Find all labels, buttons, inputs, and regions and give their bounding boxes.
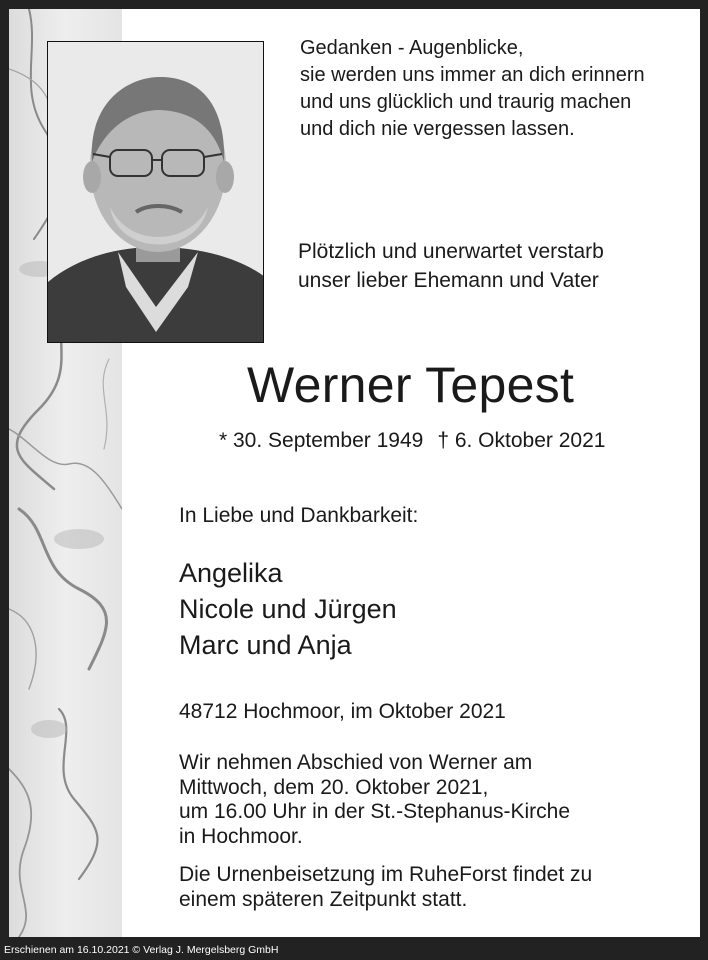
mourner-name: Angelika [179, 558, 283, 588]
urn-info [179, 863, 592, 912]
farewell-line: in Hochmoor. [179, 824, 303, 848]
farewell-info [179, 751, 570, 849]
obituary-notice [9, 9, 700, 937]
farewell-line: Wir nehmen Abschied von Werner am [179, 751, 533, 774]
place-date: 48712 Hochmoor, im Oktober 2021 [179, 700, 506, 723]
poem [300, 35, 645, 143]
farewell-line: um 16.00 Uhr in der St.-Stephanus-Kirche [179, 800, 571, 823]
mourners-list [179, 555, 397, 663]
mourner-name: Marc und Anja [179, 630, 352, 660]
poem-line: und uns glücklich und traurig machen [300, 91, 632, 113]
death-date: † 6. Oktober 2021 [437, 429, 606, 452]
mourners-intro: In Liebe und Dankbarkeit: [179, 504, 419, 527]
portrait-photo [47, 41, 264, 343]
poem-line: und dich nie vergessen lassen. [300, 118, 575, 140]
publication-footer: Erschienen am 16.10.2021 © Verlag J. Mergelsberg GmbH [4, 944, 279, 956]
deceased-name: Werner Tepest [247, 357, 575, 413]
urn-line: Die Urnenbeisetzung im RuheForst findet zu [179, 863, 593, 886]
announcement-line: unser lieber Ehemann und Vater [298, 269, 599, 292]
birth-date: * 30. September 1949 [219, 429, 424, 452]
announcement [298, 237, 604, 295]
life-dates [219, 428, 605, 454]
poem-line: sie werden uns immer an dich erinnern [300, 64, 645, 86]
urn-line: einem späteren Zeitpunkt statt. [179, 887, 468, 911]
announcement-line: Plötzlich und unerwartet verstarb [298, 240, 604, 263]
poem-line: Gedanken - Augenblicke, [300, 37, 524, 59]
farewell-line: Mittwoch, dem 20. Oktober 2021, [179, 775, 489, 799]
mourner-name: Nicole und Jürgen [179, 594, 397, 624]
